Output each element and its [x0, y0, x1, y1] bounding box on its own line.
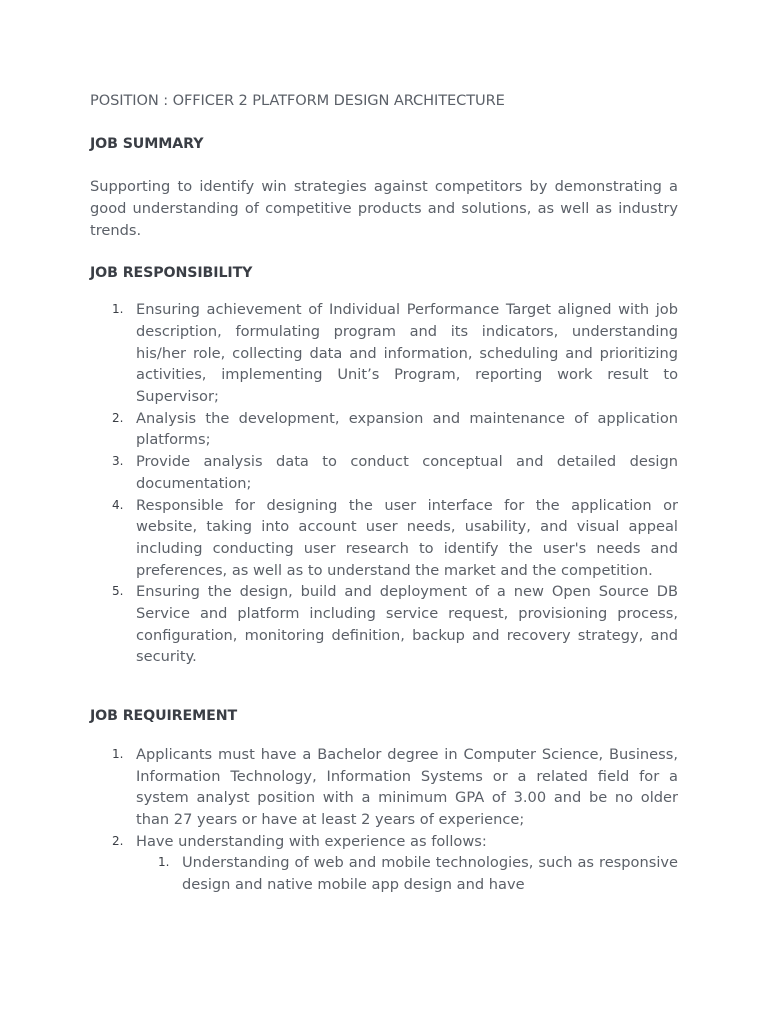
list-item	[90, 408, 678, 451]
list-item	[90, 744, 678, 831]
list-number: 4.	[112, 497, 124, 512]
list-number: 2.	[112, 833, 124, 848]
list-number: 5.	[112, 584, 124, 599]
job-responsibility-heading: JOB RESPONSIBILITY	[90, 264, 253, 281]
job-requirement-heading: JOB REQUIREMENT	[90, 708, 238, 725]
list-item	[90, 451, 678, 494]
list-item-text: Ensuring achievement of Individual Performance Target aligned with job description, formulating program and its indicators, understanding his/her role, collecting data and information, scheduling and prioritizing activities, implementing Unit’s Program, reporting work result to Supervisor;	[136, 301, 678, 406]
list-item	[90, 299, 678, 408]
list-item-text: Have understanding with experience as follows:	[136, 832, 487, 850]
list-item-text: Analysis the development, expansion and maintenance of application platforms;	[136, 409, 678, 449]
list-item	[90, 831, 678, 896]
list-number: 1.	[158, 855, 170, 870]
job-summary-heading: JOB SUMMARY	[90, 135, 204, 152]
list-number: 1.	[112, 746, 124, 761]
document-page	[90, 90, 678, 896]
list-item-text: Provide analysis data to conduct conceptual and detailed design documentation;	[136, 453, 678, 492]
list-number: 3.	[112, 454, 124, 469]
responsibility-list	[90, 299, 678, 668]
list-item-text: Responsible for designing the user interface for the application or website, taking into account user needs, usability, and visual appeal including conducting user research to identify the user's needs and preferences, as well as to understand the market and the competition.	[136, 496, 678, 579]
position-title: POSITION : OFFICER 2 PLATFORM DESIGN ARCHITECTURE	[90, 92, 505, 109]
list-item-text: Applicants must have a Bachelor degree in Computer Science, Business, Information Technology, Information Systems or a related field for a system analyst position with a minimum GPA of 3.00 and be no older than 27 years or have at least 2 years of experience;	[136, 745, 678, 828]
list-item	[136, 852, 678, 895]
requirement-list	[90, 744, 678, 896]
job-summary-text: Supporting to identify win strategies against competitors by demonstrating a good understanding of competitive products and solutions, as well as industry trends.	[90, 178, 678, 239]
list-item-text: Ensuring the design, build and deployment of a new Open Source DB Service and platform including service request, provisioning process, configuration, monitoring definition, backup and recovery strategy, and security.	[136, 583, 678, 666]
list-item-text: Understanding of web and mobile technologies, such as responsive design and native mobile app design and have	[182, 854, 678, 894]
requirement-sub-list	[136, 852, 678, 895]
list-number: 2.	[112, 410, 124, 425]
list-number: 1.	[112, 302, 124, 317]
list-item	[90, 495, 678, 582]
list-item	[90, 581, 678, 668]
